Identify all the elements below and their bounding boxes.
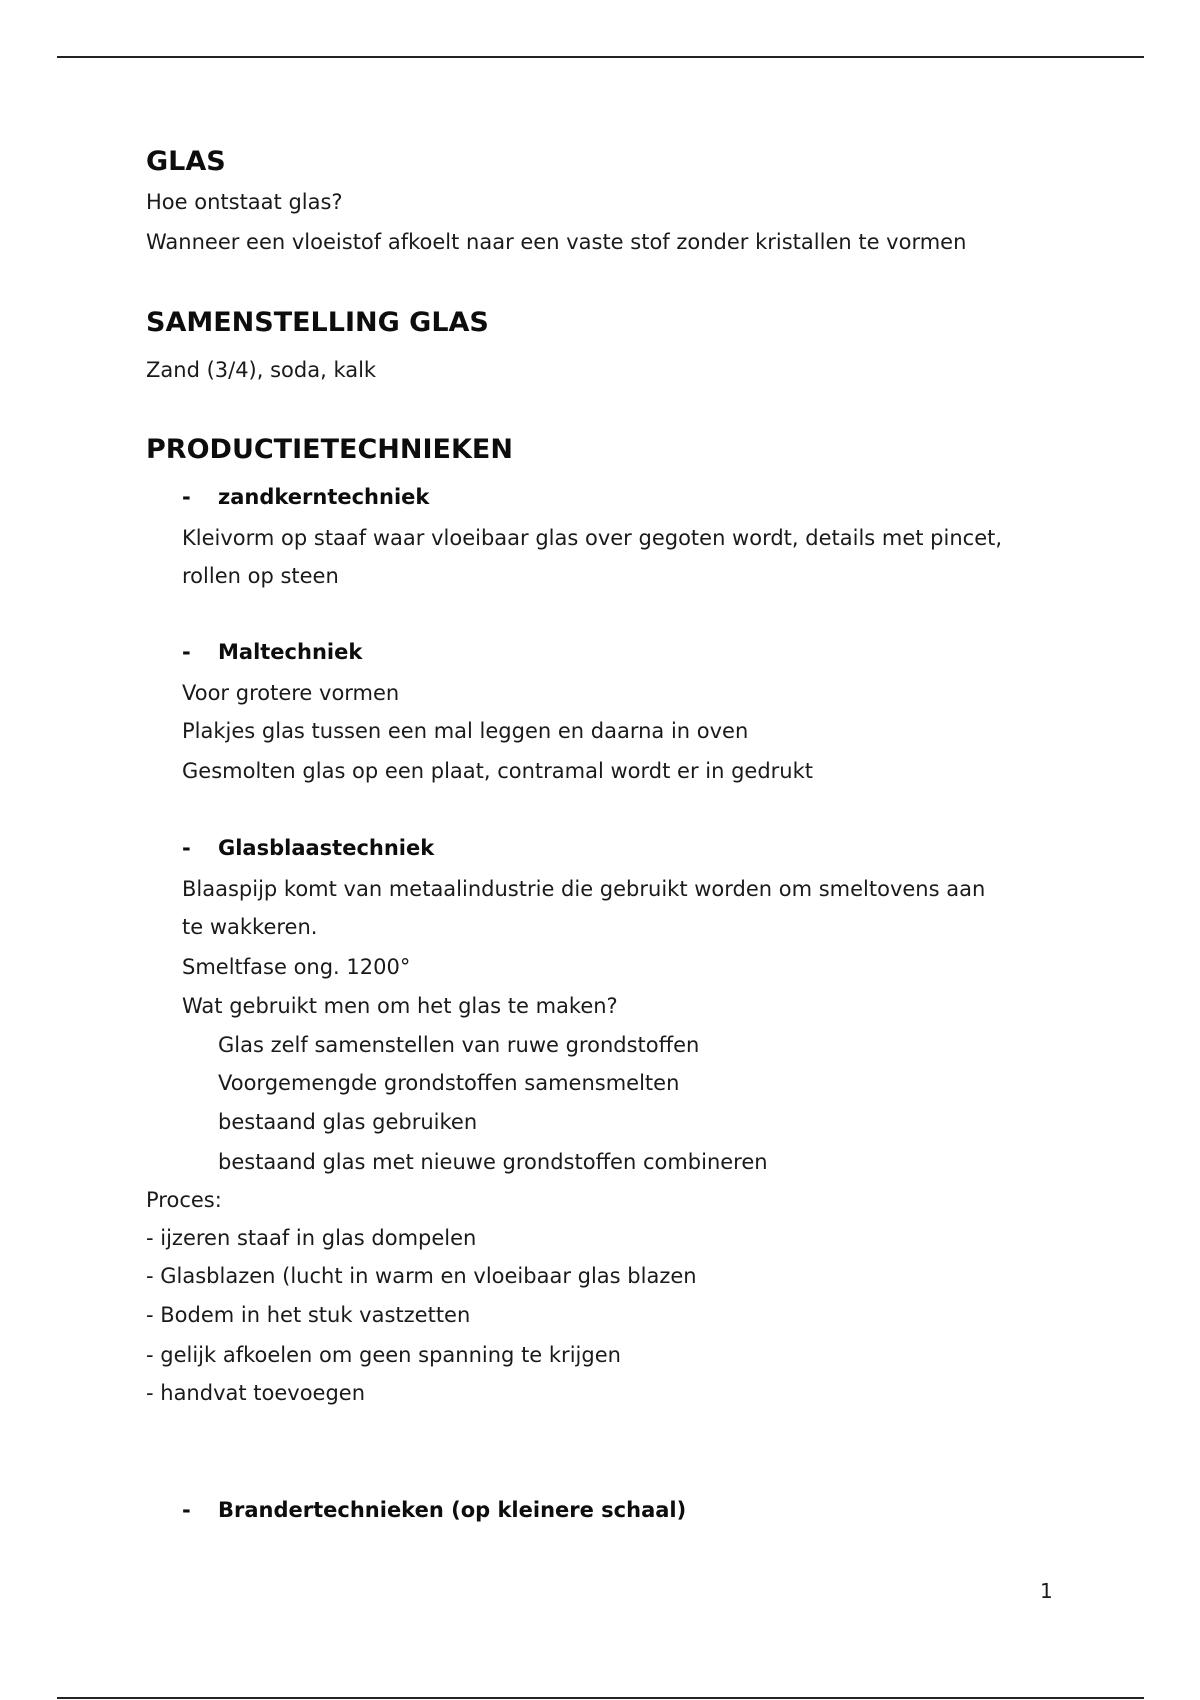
zandkern-line-1: Kleivorm op staaf waar vloeibaar glas over gegoten wordt, details met pincet, [182, 526, 1003, 550]
proces-label: Proces: [146, 1188, 222, 1212]
glas-line-2: Wanneer een vloeistof afkoelt naar een vaste stof zonder kristallen te vormen [146, 230, 967, 254]
glasblaas-subline-1: Glas zelf samenstellen van ruwe grondstoffen [218, 1033, 700, 1057]
glasblaas-subline-3: bestaand glas gebruiken [218, 1110, 478, 1134]
heading-samenstelling: SAMENSTELLING GLAS [146, 307, 489, 338]
glasblaas-line-4: Wat gebruikt men om het glas te maken? [182, 994, 618, 1018]
proces-step-2: - Glasblazen (lucht in warm en vloeibaar glas blazen [146, 1264, 697, 1288]
mal-line-2: Plakjes glas tussen een mal leggen en daarna in oven [182, 719, 749, 743]
proces-step-3: - Bodem in het stuk vastzetten [146, 1303, 471, 1327]
glasblaas-line-3: Smeltfase ong. 1200° [182, 955, 411, 979]
heading-glas: GLAS [146, 146, 226, 177]
proces-step-4: - gelijk afkoelen om geen spanning te krijgen [146, 1343, 621, 1367]
bullet-marker: - [182, 836, 191, 860]
footer-rule [57, 1697, 1144, 1699]
bullet-marker: - [182, 1498, 191, 1522]
glasblaas-subline-4: bestaand glas met nieuwe grondstoffen combineren [218, 1150, 768, 1174]
heading-productietechnieken: PRODUCTIETECHNIEKEN [146, 434, 513, 465]
glasblaas-line-2: te wakkeren. [182, 915, 318, 939]
subheading-zandkerntechniek: zandkerntechniek [218, 485, 430, 509]
zandkern-line-2: rollen op steen [182, 564, 339, 588]
subheading-glasblaastechniek: Glasblaastechniek [218, 836, 435, 860]
proces-step-5: - handvat toevoegen [146, 1381, 366, 1405]
proces-step-1: - ijzeren staaf in glas dompelen [146, 1226, 477, 1250]
glas-line-1: Hoe ontstaat glas? [146, 190, 343, 214]
bullet-marker: - [182, 640, 191, 664]
mal-line-3: Gesmolten glas op een plaat, contramal wordt er in gedrukt [182, 759, 813, 783]
header-rule [57, 56, 1144, 58]
subheading-maltechniek: Maltechniek [218, 640, 363, 664]
bullet-marker: - [182, 485, 191, 509]
subheading-brandertechnieken: Brandertechnieken (op kleinere schaal) [218, 1498, 687, 1522]
mal-line-1: Voor grotere vormen [182, 681, 400, 705]
page-number: 1 [1040, 1579, 1053, 1603]
glasblaas-line-1: Blaaspijp komt van metaalindustrie die gebruikt worden om smeltovens aan [182, 877, 986, 901]
glasblaas-subline-2: Voorgemengde grondstoffen samensmelten [218, 1071, 680, 1095]
samenstelling-line-1: Zand (3/4), soda, kalk [146, 358, 377, 382]
